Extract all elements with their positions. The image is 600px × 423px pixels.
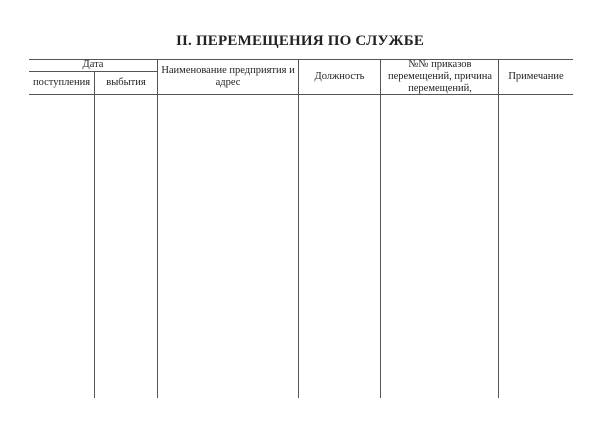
page-title: II. ПЕРЕМЕЩЕНИЯ ПО СЛУЖБЕ	[175, 33, 425, 49]
column-divider-date	[157, 59, 158, 398]
position-header: Должность	[314, 70, 365, 82]
column-divider-date-sub	[94, 71, 95, 398]
date-arrival-header: поступления	[32, 77, 91, 88]
enterprise-header: Наименование предприятия и адрес	[161, 64, 295, 88]
note-header: Примечание	[508, 70, 564, 82]
column-divider-position	[380, 59, 381, 398]
column-divider-enterprise	[298, 59, 299, 398]
date-header: Дата	[82, 59, 104, 70]
date-departure-header: выбытия	[106, 77, 146, 88]
column-divider-orders	[498, 59, 499, 398]
orders-header: №№ приказов перемещений, причина перемещений,	[387, 58, 492, 94]
